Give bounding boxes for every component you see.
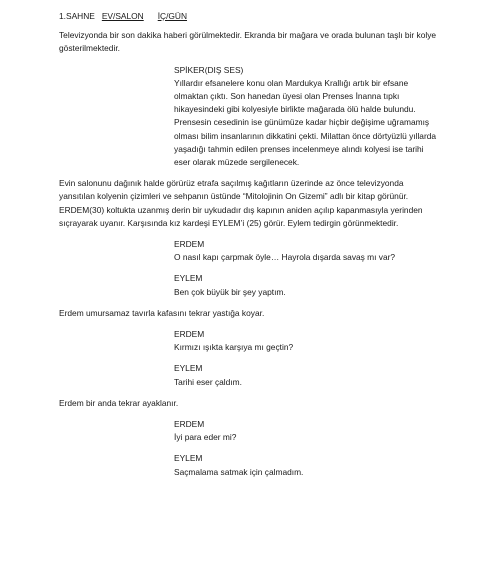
action-paragraph: Evin salonunu dağınık halde görürüz etrafa saçılmış kağıtların üzerinde az önce televizyonda yansıtılan kolyenin çizimleri ve sehpanın üstünde “Mitolojinin On Gizemi” adlı bir kitap görünür. ERDEM(30) koltukta uzanmış derin bir uykudadır dış kapının aniden açılıp kapanmasıyla yerinden sıçrayarak uyanır. Karşısında kız kardeşi EYLEM’i (25) görür. Eylem tedirgin görünmektedir. bbox=[59, 178, 423, 228]
character-name: ERDEM bbox=[174, 419, 205, 430]
dialogue-block bbox=[174, 328, 439, 354]
scene-number: 1.SAHNE bbox=[59, 11, 95, 21]
character-name: EYLEM bbox=[174, 363, 203, 374]
dialogue-block bbox=[174, 418, 439, 444]
dialogue-line: Kırmızı ışıkta karşıya mı geçtin? bbox=[174, 342, 294, 353]
dialogue-line: İyi para eder mi? bbox=[174, 432, 237, 443]
dialogue-line: O nasıl kapı çarpmak öyle… Hayrola dışarda savaş mı var? bbox=[174, 252, 396, 263]
character-name: EYLEM bbox=[174, 273, 203, 284]
dialogue-block bbox=[174, 238, 439, 264]
screenplay-page bbox=[59, 10, 437, 487]
character-name: ERDEM bbox=[174, 239, 205, 250]
action-paragraph: Erdem umursamaz tavırla kafasını tekrar yastığa koyar. bbox=[59, 307, 265, 318]
dialogue-line: Saçmalama satmak için çalmadım. bbox=[174, 466, 304, 477]
dialogue-block bbox=[174, 272, 439, 298]
dialogue-block bbox=[174, 362, 439, 388]
dialogue-block bbox=[174, 64, 439, 170]
dialogue-block bbox=[174, 452, 439, 478]
scene-heading bbox=[59, 10, 437, 23]
character-name: SPİKER(DIŞ SES) bbox=[174, 64, 244, 75]
scene-location: EV/SALON bbox=[101, 11, 144, 21]
dialogue-line: Yıllardır efsanelere konu olan Mardukya Krallığı artık bir efsane olmaktan çıktı. Son hanedan üyesi olan Prenses İnanna tıpkı hikayesindeki gibi kolyesiyle birlikte mağarada ölü halde bulundu. Prensesin cesedinin ise günümüze kadar hiçbir değişime uğramamış olması bilim insanlarının dikkatini çekti. Milattan önce dörtyüzlü yıllarda yaşadığı tahmin edilen prenses incelenmeye alındı kolyesi ise tarihi eser olarak müzede sergilenecek. bbox=[174, 77, 437, 168]
dialogue-line: Tarihi eser çaldım. bbox=[174, 376, 242, 387]
dialogue-line: Ben çok büyük bir şey yaptım. bbox=[174, 286, 286, 297]
character-name: EYLEM bbox=[174, 453, 203, 464]
character-name: ERDEM bbox=[174, 329, 205, 340]
scene-time: İÇ/GÜN bbox=[157, 11, 188, 21]
action-paragraph: Televizyonda bir son dakika haberi görülmektedir. Ekranda bir mağara ve orada bulunan taşlı bir kolye gösterilmektedir. bbox=[59, 30, 437, 54]
action-paragraph: Erdem bir anda tekrar ayaklanır. bbox=[59, 397, 179, 408]
